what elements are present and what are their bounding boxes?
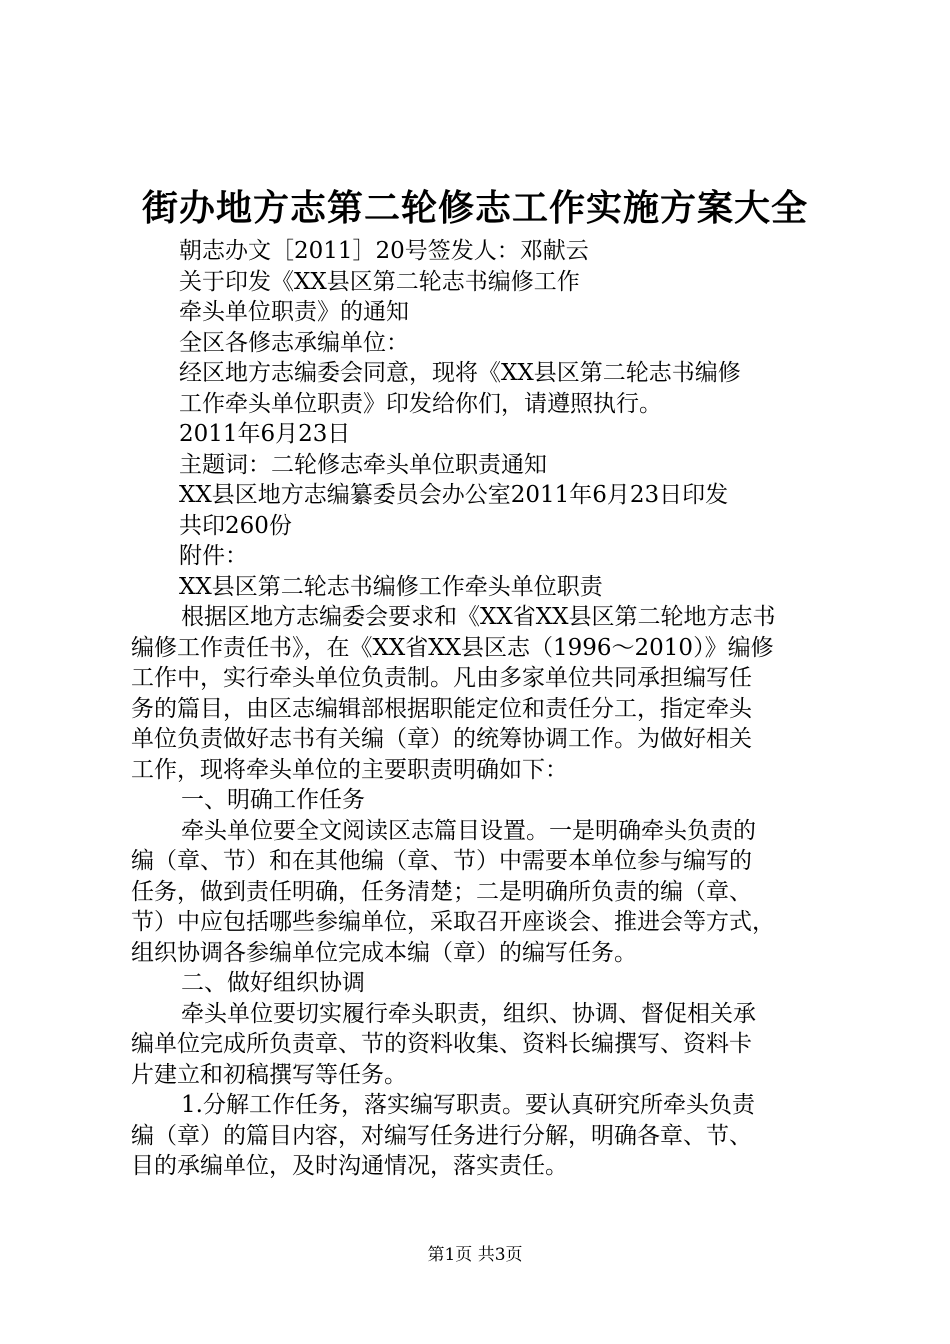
paragraph-line: 单位负责做好志书有关编（章）的统筹协调工作。为做好相关	[131, 726, 752, 752]
section-heading-2: 二、做好组织协调	[181, 970, 365, 996]
subject-words-line: 主题词：二轮修志牵头单位职责通知	[179, 451, 547, 478]
notice-title-line-1: 关于印发《XX县区第二轮志书编修工作	[179, 268, 580, 295]
paragraph-line: 节）中应包括哪些参编单位，采取召开座谈会、推进会等方式，	[131, 909, 775, 935]
paragraph-line: 目的承编单位，及时沟通情况，落实责任。	[131, 1153, 568, 1179]
document-title: 街办地方志第二轮修志工作实施方案大全	[141, 188, 808, 229]
doc-number-line: 朝志办文［2011］20号签发人：邓献云	[179, 238, 589, 264]
attachment-title: XX县区第二轮志书编修工作牵头单位职责	[179, 573, 603, 600]
notice-body-line-2: 工作牵头单位职责》印发给你们，请遵照执行。	[179, 390, 662, 417]
paragraph-line: 编单位完成所负责章、节的资料收集、资料长编撰写、资料卡	[131, 1031, 752, 1057]
paragraph-line: 编（章、节）和在其他编（章、节）中需要本单位参与编写的	[131, 848, 752, 874]
paragraph-line: 务的篇目，由区志编辑部根据职能定位和责任分工，指定牵头	[131, 695, 752, 722]
paragraph-line: 根据区地方志编委会要求和《XX省XX县区第二轮地方志书	[181, 604, 776, 630]
notice-body-line-1: 经区地方志编委会同意，现将《XX县区第二轮志书编修	[179, 360, 741, 386]
paragraph-line: 编修工作责任书》，在《XX省XX县区志（1996～2010）》编修	[131, 634, 774, 661]
notice-title-line-2: 牵头单位职责》的通知	[179, 299, 409, 325]
issuer-line: XX县区地方志编纂委员会办公室2011年6月23日印发	[179, 482, 729, 508]
paragraph-line: 任务，做到责任明确，任务清楚；二是明确所负责的编（章、	[131, 878, 752, 905]
paragraph-line: 1.分解工作任务，落实编写职责。要认真研究所牵头负责	[181, 1092, 755, 1118]
notice-date-line: 2011年6月23日	[179, 421, 351, 447]
attachment-label: 附件：	[179, 543, 248, 569]
paragraph-line: 片建立和初稿撰写等任务。	[131, 1061, 407, 1088]
paragraph-line: 组织协调各参编单位完成本编（章）的编写任务。	[131, 939, 637, 966]
paragraph-line: 牵头单位要切实履行牵头职责，组织、协调、督促相关承	[181, 1000, 756, 1027]
section-heading-1: 一、明确工作任务	[181, 787, 365, 813]
paragraph-line: 牵头单位要全文阅读区志篇目设置。一是明确牵头负责的	[181, 817, 756, 844]
paragraph-line: 编（章）的篇目内容，对编写任务进行分解，明确各章、节、	[131, 1122, 752, 1149]
recipients-line: 全区各修志承编单位：	[179, 329, 409, 356]
paragraph-line: 工作中，实行牵头单位负责制。凡由多家单位共同承担编写任	[131, 665, 752, 691]
page-footer: 第1页 共3页	[427, 1245, 523, 1265]
paragraph-line: 工作，现将牵头单位的主要职责明确如下：	[131, 756, 568, 783]
copies-line: 共印260份	[179, 512, 292, 539]
document-body	[131, 236, 831, 1182]
